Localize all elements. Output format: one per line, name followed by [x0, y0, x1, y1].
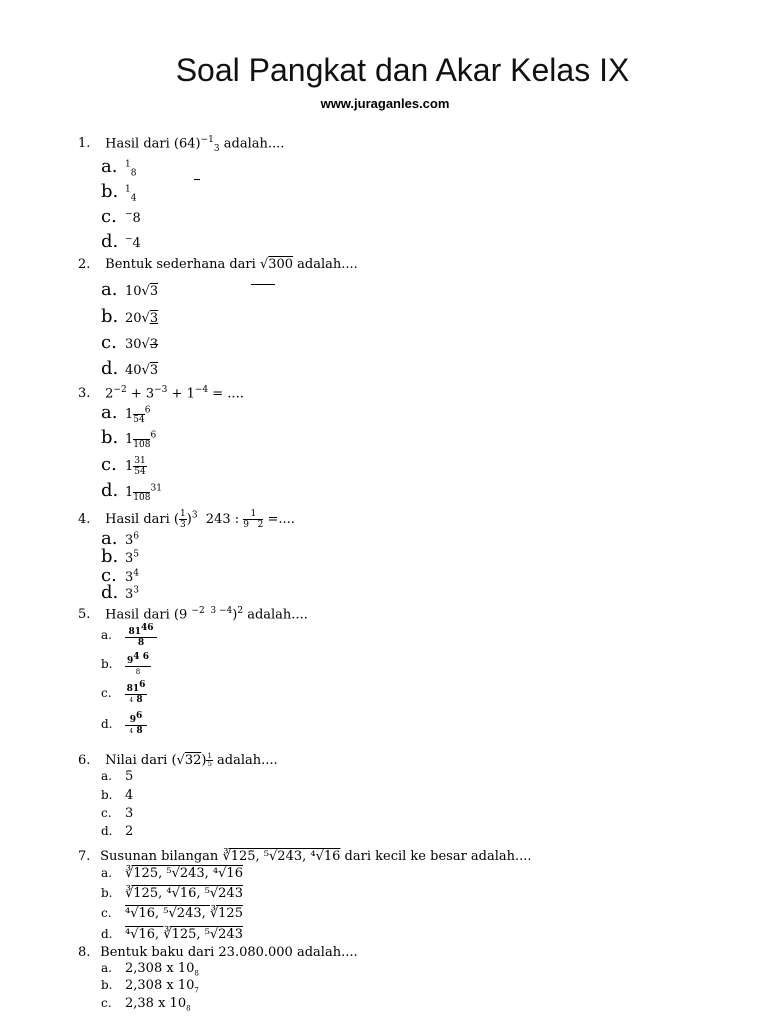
option-value: 4	[125, 788, 134, 803]
option-letter: b.	[101, 427, 119, 448]
question-text: Hasil dari (64)	[105, 136, 201, 152]
fraction-top: 81	[126, 684, 140, 694]
subscript: 8	[186, 1004, 191, 1013]
option-5b	[101, 652, 151, 677]
option-value: 5	[125, 769, 134, 784]
superscript: 6	[150, 430, 157, 441]
whole-number: 1	[125, 407, 134, 422]
exponent-bottom: 5	[207, 760, 212, 768]
question-number: 8.	[78, 945, 91, 960]
option-value: 2,308 x 10	[125, 978, 195, 993]
fraction-top	[133, 429, 150, 440]
base: 3	[125, 551, 134, 566]
option-letter: d.	[101, 716, 113, 731]
radicand: 3	[149, 363, 159, 378]
radical-expression: ⁴√16, ∛125, ⁵√243	[125, 927, 243, 942]
question-number: 7.	[78, 849, 91, 864]
question-text-end: dari kecil ke besar adalah....	[340, 849, 532, 864]
fraction-bottom: 8	[136, 726, 143, 736]
base: 3	[125, 587, 134, 602]
page-title: Soal Pangkat dan Akar Kelas IX	[175, 52, 630, 88]
fraction-top	[133, 482, 150, 493]
fraction-top: 9	[129, 715, 136, 725]
whole-number: 1	[125, 485, 134, 500]
option-letter: b.	[101, 181, 119, 202]
fraction-bottom: 8	[136, 695, 143, 705]
superscript: 46	[141, 623, 154, 633]
whole-number: 1	[125, 459, 134, 474]
fraction-bottom: 54	[133, 415, 145, 425]
radicand: 3	[149, 311, 159, 326]
question-5	[78, 606, 308, 622]
option-2d	[101, 358, 158, 379]
question-text-end: adalah....	[212, 753, 278, 768]
option-letter: d.	[101, 480, 119, 501]
question-text-end: adalah....	[219, 136, 285, 152]
option-value: 2	[125, 824, 134, 839]
option-2b	[101, 306, 158, 327]
question-text: Nilai dari (√	[105, 753, 185, 768]
option-7d	[101, 927, 243, 942]
option-1d	[101, 231, 141, 252]
option-1b	[101, 181, 136, 204]
option-5d	[101, 711, 147, 737]
option-letter: c.	[101, 454, 117, 475]
superscript: 31	[150, 483, 162, 494]
question-number: 2.	[78, 257, 91, 272]
exponent: −4	[194, 385, 209, 395]
exponent-top: 1	[207, 752, 212, 760]
radicand: 3	[149, 284, 159, 299]
coefficient: 10√	[125, 284, 150, 299]
question-text: Bentuk baku dari 23.080.000 adalah....	[100, 945, 358, 960]
option-letter: a.	[101, 769, 112, 783]
superscript: 6	[139, 680, 146, 690]
option-8b	[101, 978, 199, 995]
exponent: −2 3 −4	[191, 606, 233, 616]
fraction-top: 31	[134, 456, 146, 466]
question-number: 4.	[78, 512, 91, 527]
option-2c	[101, 332, 158, 353]
prefix: 4	[129, 697, 134, 704]
exponent: 2	[237, 606, 244, 616]
radicand: 300	[268, 257, 294, 272]
question-text: Bentuk sederhana dari √	[105, 257, 269, 272]
question-text-end: adalah....	[293, 257, 358, 272]
option-6a	[101, 769, 133, 784]
exponent: 3	[191, 510, 198, 521]
option-letter: b.	[101, 886, 113, 900]
radical-expression: ∛125, ⁵√243, ⁴√16	[125, 866, 243, 881]
question-text-mid: 243 :	[197, 512, 244, 527]
option-letter: c.	[101, 906, 112, 920]
exponent: 6	[133, 531, 140, 542]
coefficient: 20√	[125, 311, 150, 326]
question-number: 5.	[78, 607, 91, 623]
exponent: −2	[113, 385, 127, 395]
question-text: Hasil dari (	[105, 512, 179, 527]
option-letter: b.	[101, 788, 113, 802]
option-6d	[101, 824, 133, 839]
site-url: www.juraganles.com	[320, 96, 450, 111]
radicand: 3	[149, 337, 159, 352]
option-value: 4	[132, 236, 141, 251]
paren: )	[232, 607, 238, 623]
option-2a	[101, 279, 158, 300]
question-2	[78, 257, 358, 272]
fraction-top: 9	[127, 656, 134, 666]
paren: )	[201, 753, 207, 768]
question-1	[78, 135, 284, 154]
question-text-end: =....	[263, 512, 295, 527]
option-value: 2,308 x 10	[125, 961, 195, 976]
prefix: 4	[129, 728, 134, 735]
option-7c	[101, 906, 243, 921]
fraction-bottom: 8	[135, 668, 141, 676]
exponent: 5	[133, 549, 140, 560]
option-letter: a.	[101, 528, 118, 549]
radical-expression: ∛125, ⁴√16, ⁵√243	[125, 886, 243, 901]
option-letter: b.	[101, 657, 113, 671]
option-letter: c.	[101, 332, 117, 353]
option-letter: c.	[101, 685, 112, 700]
radical-expression: ⁴√16, ⁵√243, ∛125	[125, 906, 243, 921]
option-6b	[101, 788, 133, 803]
fraction-top: 1	[125, 159, 131, 170]
question-4	[78, 509, 295, 530]
term: + 3	[126, 386, 155, 402]
option-letter: d.	[101, 927, 113, 941]
option-3c	[101, 454, 147, 477]
question-6	[78, 753, 278, 768]
option-letter: d.	[101, 358, 119, 379]
option-letter: d.	[101, 231, 119, 252]
term: 2	[105, 386, 114, 402]
exponent: −3	[154, 385, 168, 395]
superscript: 4 6	[133, 652, 149, 662]
option-3b	[101, 427, 156, 450]
question-number: 6.	[78, 753, 91, 768]
fraction-top: 1	[125, 184, 131, 195]
option-letter: a.	[101, 961, 112, 975]
option-letter: b.	[101, 306, 119, 327]
option-7a	[101, 866, 243, 881]
whole-number: 1	[125, 432, 134, 447]
stray-mark	[194, 179, 200, 180]
fraction-bottom: 9 2	[243, 520, 264, 530]
exponent: 3	[133, 585, 140, 596]
minus-mark: −	[125, 234, 133, 245]
option-5a	[101, 623, 157, 648]
minus-mark: −	[125, 209, 133, 220]
option-4b	[101, 546, 139, 567]
subscript: 8	[194, 969, 199, 978]
option-letter: c.	[101, 996, 112, 1010]
fraction-bottom: 108	[133, 440, 151, 450]
option-1a	[101, 156, 136, 179]
radical-expression: ∛125, ⁵√243, ⁴√16	[222, 849, 341, 864]
question-3	[78, 385, 244, 401]
exponent: 4	[133, 568, 140, 579]
fraction-bottom: 108	[133, 493, 151, 503]
question-number: 1.	[78, 136, 91, 152]
superscript: 6	[144, 405, 151, 416]
option-8c	[101, 996, 191, 1013]
option-6c	[101, 806, 133, 821]
fraction-bottom: 4	[130, 193, 137, 204]
option-letter: a.	[101, 866, 112, 880]
exponent-denominator: 3	[213, 143, 220, 154]
fraction-bottom: 3	[180, 520, 186, 530]
base: 3	[125, 570, 134, 585]
option-letter: a.	[101, 279, 118, 300]
radicand: 32	[184, 753, 202, 768]
option-value: 8	[132, 211, 141, 226]
option-letter: a.	[101, 402, 118, 423]
fraction-bottom: 8	[137, 638, 145, 648]
fraction-top: 1	[180, 509, 186, 519]
option-letter: d.	[101, 582, 119, 603]
option-5c	[101, 680, 147, 706]
fraction-top: 1	[243, 509, 263, 520]
fraction-top: 81	[128, 627, 141, 637]
question-number: 3.	[78, 386, 91, 402]
coefficient: 30√	[125, 337, 150, 352]
term: + 1	[167, 386, 195, 402]
option-7b	[101, 886, 243, 901]
fraction-bottom: 54	[134, 467, 146, 477]
option-letter: c.	[101, 565, 117, 586]
question-text: Susunan bilangan	[100, 849, 223, 864]
subscript: 7	[194, 986, 199, 995]
stray-line	[251, 284, 275, 285]
question-text-end: adalah....	[243, 607, 308, 623]
question-text: Hasil dari (9	[105, 607, 192, 623]
superscript: 6	[136, 711, 143, 721]
question-8	[78, 945, 358, 960]
option-letter: b.	[101, 978, 113, 992]
base: 3	[125, 533, 134, 548]
coefficient: 40√	[125, 363, 150, 378]
option-letter: a.	[101, 628, 112, 642]
option-letter: b.	[101, 546, 119, 567]
paren: )	[186, 512, 192, 527]
exponent: −1	[200, 135, 214, 145]
option-8a	[101, 961, 199, 978]
option-3d	[101, 480, 162, 503]
question-7	[78, 849, 532, 864]
option-letter: a.	[101, 156, 118, 177]
term: = ....	[208, 386, 244, 402]
option-3a	[101, 402, 150, 425]
fraction-bottom: 8	[130, 168, 137, 179]
option-value: 2,38 x 10	[125, 996, 187, 1011]
option-letter: d.	[101, 824, 113, 838]
option-letter: c.	[101, 206, 117, 227]
option-letter: c.	[101, 806, 112, 820]
option-value: 3	[125, 806, 134, 821]
option-4d	[101, 582, 139, 603]
fraction-top	[133, 404, 144, 415]
option-1c	[101, 206, 141, 227]
